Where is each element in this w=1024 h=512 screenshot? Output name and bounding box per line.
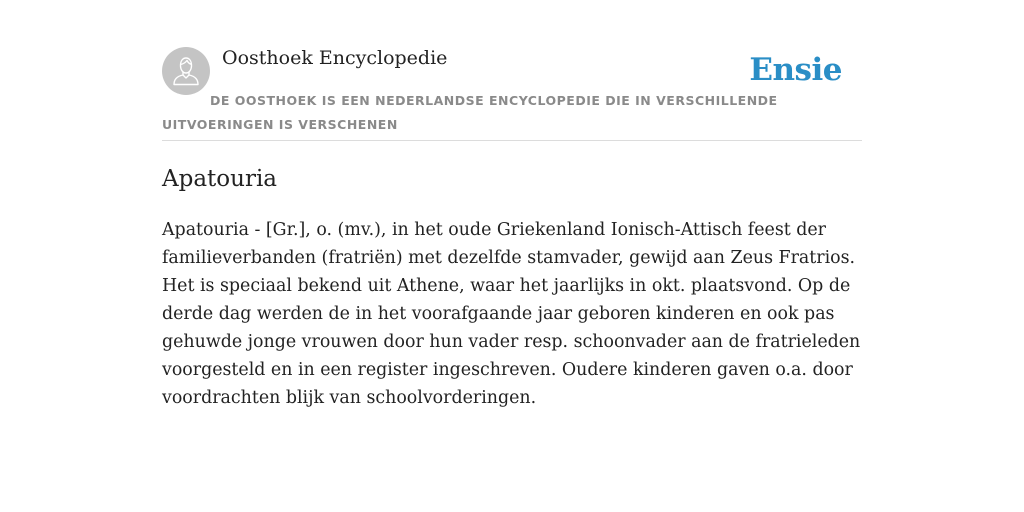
source-name-link[interactable]: Oosthoek Encyclopedie (222, 47, 448, 69)
article-body: Apatouria - [Gr.], o. (mv.), in het oude Griekenland Ionisch-Attisch feest der familieverbanden (fratriën) met dezelfde stamvader, gewijd aan Zeus Fratrios. Het is speciaal bekend uit Athene, waar het jaarlijks in okt. plaatsvond. Op de derde dag werden de in het voorafgaande jaar geboren kinderen en ook pas gehuwde jonge vrouwen door hun vader resp. schoonvader aan de fratrieleden voorgesteld en in een register ingeschreven. Oudere kinderen gaven o.a. door voordrachten blijk van schoolvorderingen. (162, 220, 861, 408)
avatar[interactable] (162, 47, 210, 95)
article-title: Apatouria (162, 166, 278, 192)
ensie-logo[interactable]: Ensie (749, 52, 842, 88)
user-icon (172, 56, 200, 86)
source-tagline: DE OOSTHOEK IS EEN NEDERLANDSE ENCYCLOPEDIE DIE IN VERSCHILLENDE UITVOERINGEN IS VERSCHENEN (162, 93, 778, 132)
source-header (162, 46, 862, 141)
